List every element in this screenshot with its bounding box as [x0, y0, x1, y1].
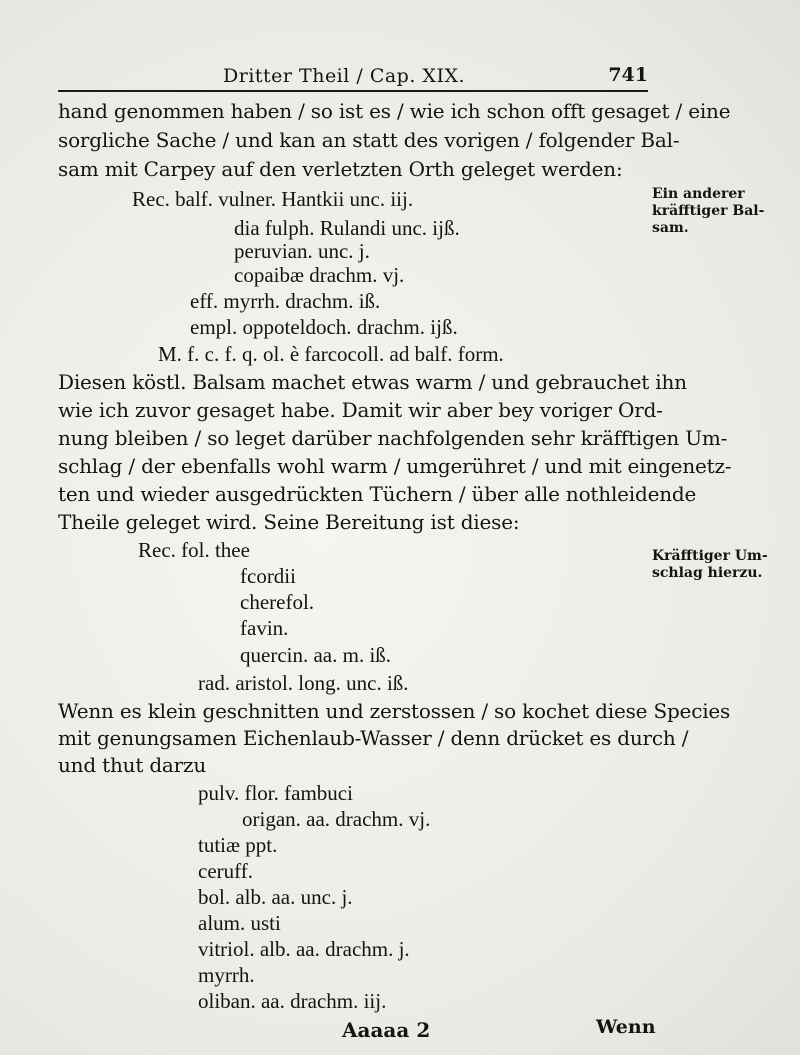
text-line: Theile geleget wird. Seine Bereitung ist diese: [58, 510, 520, 534]
running-header [58, 62, 648, 90]
text-line: nung bleiben / so leget darüber nachfolgenden sehr kräfftigen Um- [58, 426, 728, 450]
catchword: Wenn [596, 1016, 656, 1038]
recipe-line: tutiæ ppt. [198, 833, 278, 857]
recipe-line: myrrh. [198, 963, 255, 987]
recipe-line: Rec. balf. vulner. Hantkii unc. iij. [132, 187, 414, 211]
recipe-line: oliban. aa. drachm. iij. [198, 989, 387, 1013]
margin-note-line: Ein anderer [652, 186, 745, 202]
recipe-line: cherefol. [240, 590, 315, 614]
text-line: ten und wieder ausgedrückten Tüchern / über alle nothleidende [58, 482, 697, 506]
recipe-line: copaibæ drachm. vj. [234, 263, 405, 287]
text-line: Diesen köstl. Balsam machet etwas warm / und gebrauchet ihn [58, 370, 687, 394]
recipe-line: Rec. fol. thee [138, 538, 250, 562]
header-rule [58, 90, 648, 92]
recipe-line: favin. [240, 616, 289, 640]
recipe-line: M. f. c. f. q. ol. è farcocoll. ad balf. form. [158, 342, 504, 366]
recipe-line: fcordii [240, 564, 296, 588]
page-number: 741 [608, 64, 648, 86]
text-line: sam mit Carpey auf den verletzten Orth geleget werden: [58, 157, 623, 181]
margin-note-line: sam. [652, 220, 689, 236]
recipe-line: rad. aristol. long. unc. iß. [198, 671, 409, 695]
recipe-line: origan. aa. drachm. vj. [242, 807, 431, 831]
text-line: Wenn es klein geschnitten und zerstossen / so kochet diese Species [58, 699, 731, 723]
recipe-line: eff. myrrh. drachm. iß. [190, 289, 381, 313]
text-line: hand genommen haben / so ist es / wie ich schon offt gesaget / eine [58, 99, 731, 123]
recipe-line: dia fulph. Rulandi unc. ijß. [234, 216, 460, 240]
recipe-line: empl. oppoteldoch. drachm. ijß. [190, 315, 458, 339]
recipe-line: pulv. flor. fambuci [198, 781, 353, 805]
text-line: wie ich zuvor gesaget habe. Damit wir aber bey voriger Ord- [58, 398, 663, 422]
recipe-line: bol. alb. aa. unc. j. [198, 885, 353, 909]
signature-mark: Aaaaa 2 [342, 1018, 431, 1042]
margin-note-line: schlag hierzu. [652, 565, 763, 581]
margin-note-balsam [652, 186, 764, 237]
recipe-line: peruvian. unc. j. [234, 239, 370, 263]
recipe-line: quercin. aa. m. iß. [240, 643, 392, 667]
recipe-line: alum. usti [198, 911, 281, 935]
margin-note-umschlag [652, 548, 768, 582]
recipe-line: vitriol. alb. aa. drachm. j. [198, 937, 410, 961]
text-line: schlag / der ebenfalls wohl warm / umgerühret / und mit eingenetz- [58, 454, 732, 478]
margin-note-line: Kräfftiger Um- [652, 548, 768, 564]
margin-note-line: kräfftiger Bal- [652, 203, 765, 219]
text-line: und thut darzu [58, 753, 207, 777]
text-line: mit genungsamen Eichenlaub-Wasser / denn drücket es durch / [58, 726, 689, 750]
text-line: sorgliche Sache / und kan an statt des vorigen / folgender Bal- [58, 128, 680, 152]
recipe-line: ceruff. [198, 859, 253, 883]
header-title: Dritter Theil / Cap. XIX. [223, 65, 466, 87]
